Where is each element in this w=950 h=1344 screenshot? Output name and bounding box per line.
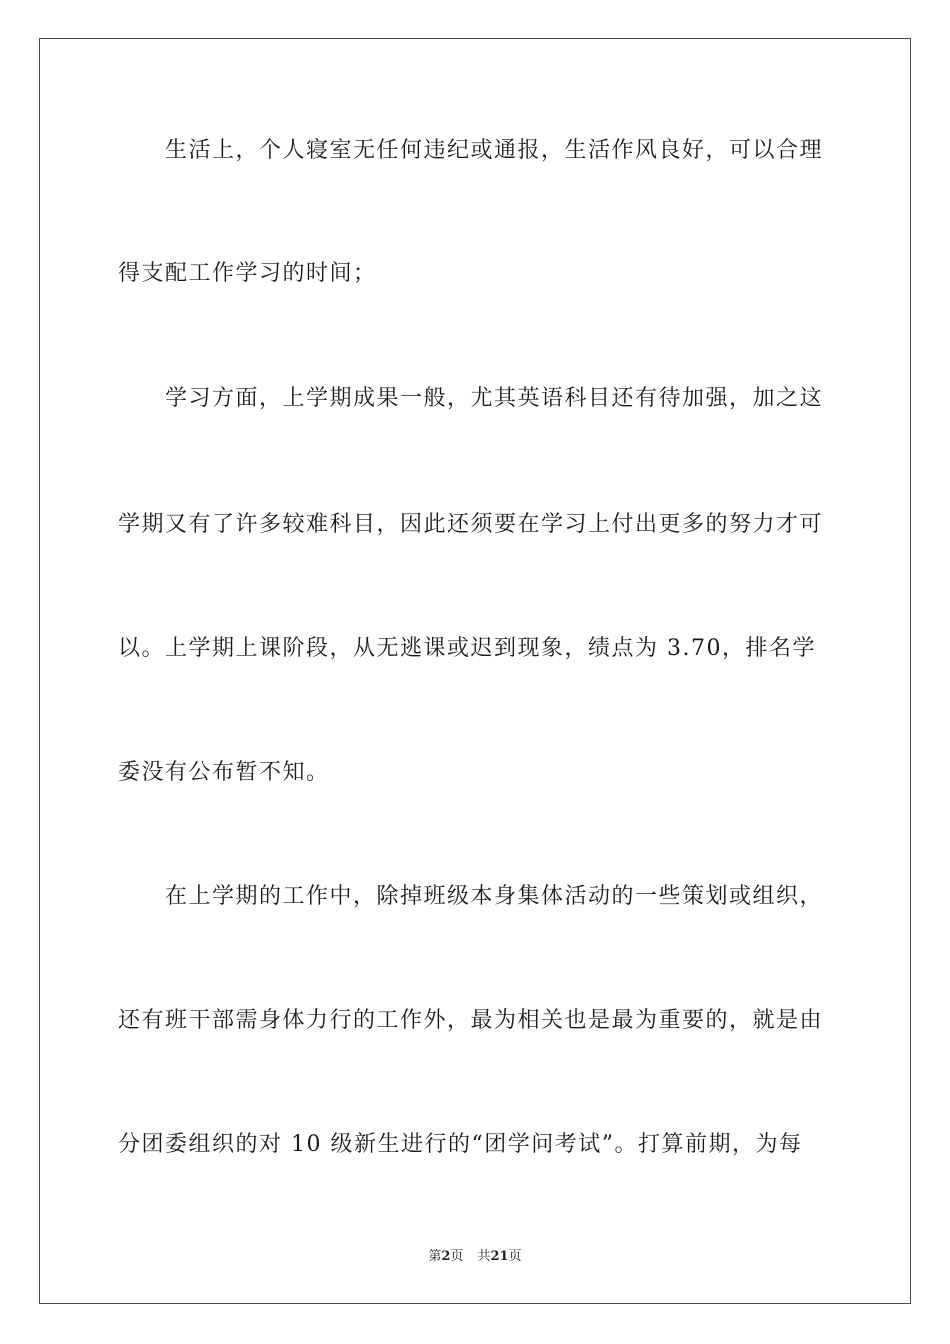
total-pages: 21 <box>490 1249 509 1264</box>
paragraph-line: 分团委组织的对 10 级新生进行的“团学问考试”。打算前期，为每 <box>118 1132 803 1157</box>
total-suffix: 页 <box>508 1249 522 1264</box>
paragraph-line: 学期又有了许多较难科目，因此还须要在学习上付出更多的努力才可 <box>118 512 824 537</box>
paragraph-line: 还有班干部需身体力行的工作外，最为相关也是最为重要的，就是由 <box>118 1008 824 1033</box>
paragraph-line: 得支配工作学习的时间； <box>118 261 377 286</box>
paragraph-line: 以。上学期上课阶段，从无逃课或迟到现象，绩点为 3.70，排名学 <box>118 636 816 661</box>
paragraph-line: 在上学期的工作中，除掉班级本身集体活动的一些策划或组织， <box>165 884 824 909</box>
total-prefix: 共 <box>477 1249 491 1264</box>
page-number: 2 <box>441 1249 451 1264</box>
paragraph-line: 学习方面，上学期成果一般，尤其英语科目还有待加强，加之这 <box>165 386 824 411</box>
paragraph-line: 生活上，个人寝室无任何违纪或通报，生活作风良好，可以合理 <box>165 138 824 163</box>
page-suffix: 页 <box>450 1249 464 1264</box>
page-prefix: 第 <box>428 1249 442 1264</box>
paragraph-line: 委没有公布暂不知。 <box>118 760 330 785</box>
page-footer <box>0 1248 950 1266</box>
page-border <box>39 38 911 1304</box>
